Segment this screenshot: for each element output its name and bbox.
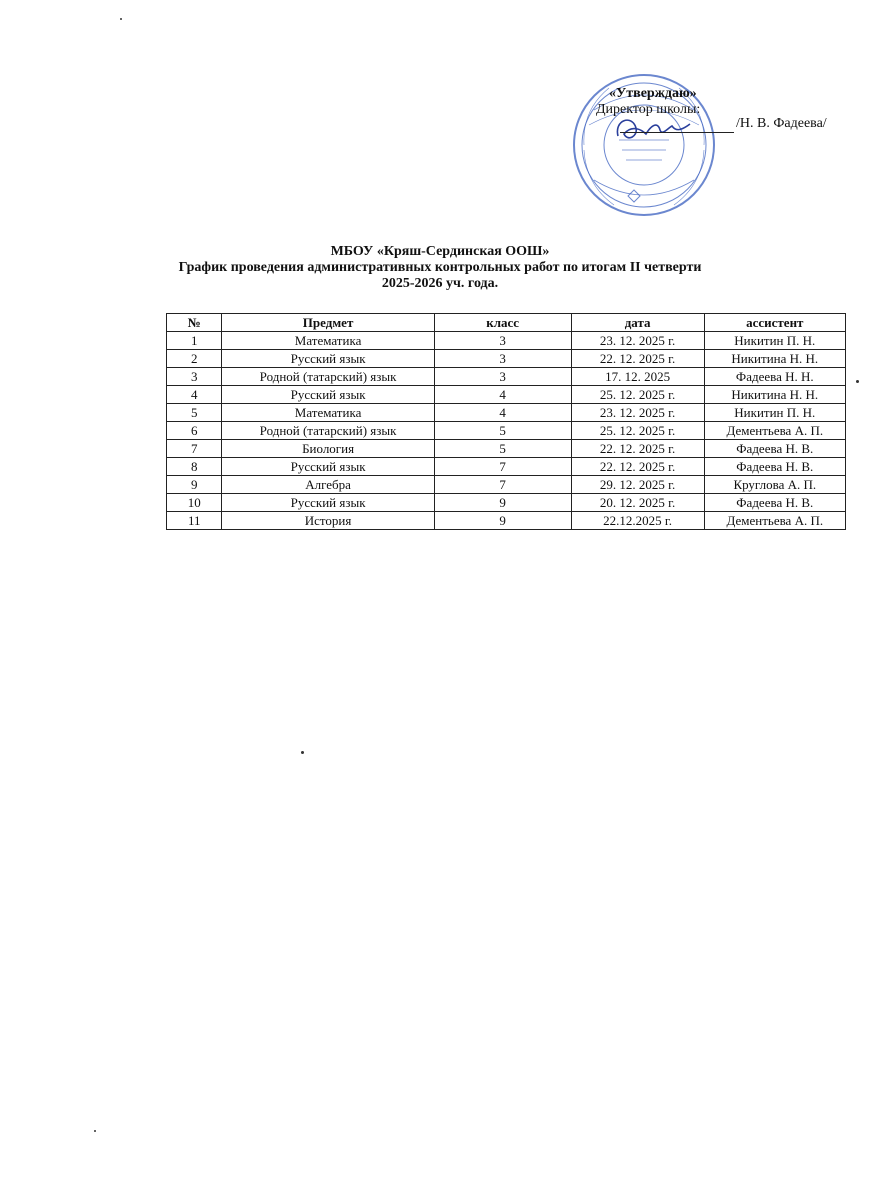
table-row	[167, 494, 846, 512]
cell-assistant: Дементьева А. П.	[704, 422, 845, 440]
table-row	[167, 476, 846, 494]
column-header-assistant: ассистент	[704, 314, 845, 332]
document-header	[160, 244, 720, 292]
cell-class: 3	[434, 332, 571, 350]
scan-speck	[856, 380, 859, 383]
cell-number: 9	[167, 476, 222, 494]
cell-subject: Алгебра	[222, 476, 434, 494]
school-year: 2025-2026 уч. года.	[381, 276, 499, 291]
cell-number: 2	[167, 350, 222, 368]
cell-assistant: Никитина Н. Н.	[704, 350, 845, 368]
table-row	[167, 458, 846, 476]
approval-name: /Н. В. Фадеева/	[736, 116, 827, 131]
cell-class: 4	[434, 386, 571, 404]
cell-class: 5	[434, 422, 571, 440]
cell-number: 5	[167, 404, 222, 422]
cell-class: 3	[434, 350, 571, 368]
cell-class: 7	[434, 458, 571, 476]
column-header-class: класс	[434, 314, 571, 332]
cell-class: 3	[434, 368, 571, 386]
cell-assistant: Фадеева Н. В.	[704, 494, 845, 512]
table-row	[167, 404, 846, 422]
cell-subject: Русский язык	[222, 494, 434, 512]
cell-date: 22. 12. 2025 г.	[571, 440, 704, 458]
document-title: График проведения административных контрольных работ по итогам II четверти	[178, 260, 702, 275]
cell-subject: Биология	[222, 440, 434, 458]
cell-subject: Русский язык	[222, 458, 434, 476]
cell-assistant: Никитин П. Н.	[704, 404, 845, 422]
column-header-subject: Предмет	[222, 314, 434, 332]
table-row	[167, 440, 846, 458]
cell-date: 25. 12. 2025 г.	[571, 386, 704, 404]
cell-subject: Русский язык	[222, 386, 434, 404]
table-row	[167, 386, 846, 404]
cell-assistant: Фадеева Н. Н.	[704, 368, 845, 386]
column-header-number: №	[167, 314, 222, 332]
cell-number: 10	[167, 494, 222, 512]
cell-number: 8	[167, 458, 222, 476]
cell-date: 20. 12. 2025 г.	[571, 494, 704, 512]
cell-date: 22.12.2025 г.	[571, 512, 704, 530]
table-row	[167, 422, 846, 440]
cell-subject: Родной (татарский) язык	[222, 368, 434, 386]
scan-speck	[94, 1130, 96, 1132]
cell-subject: Математика	[222, 332, 434, 350]
signature-line	[620, 132, 734, 133]
cell-class: 7	[434, 476, 571, 494]
cell-assistant: Никитин П. Н.	[704, 332, 845, 350]
cell-subject: История	[222, 512, 434, 530]
cell-subject: Русский язык	[222, 350, 434, 368]
cell-assistant: Фадеева Н. В.	[704, 440, 845, 458]
cell-date: 22. 12. 2025 г.	[571, 350, 704, 368]
scan-speck	[120, 18, 122, 20]
table-row	[167, 350, 846, 368]
table-row	[167, 332, 846, 350]
approval-role: Директор школы:	[596, 102, 701, 117]
cell-assistant: Никитина Н. Н.	[704, 386, 845, 404]
cell-date: 22. 12. 2025 г.	[571, 458, 704, 476]
cell-assistant: Дементьева А. П.	[704, 512, 845, 530]
scan-speck	[301, 751, 304, 754]
cell-number: 7	[167, 440, 222, 458]
cell-subject: Математика	[222, 404, 434, 422]
cell-class: 9	[434, 512, 571, 530]
cell-number: 6	[167, 422, 222, 440]
cell-date: 25. 12. 2025 г.	[571, 422, 704, 440]
cell-date: 17. 12. 2025	[571, 368, 704, 386]
cell-date: 23. 12. 2025 г.	[571, 404, 704, 422]
cell-number: 11	[167, 512, 222, 530]
table-row	[167, 512, 846, 530]
table-header-row	[167, 314, 846, 332]
approval-block	[560, 70, 860, 230]
cell-number: 3	[167, 368, 222, 386]
school-name: МБОУ «Кряш-Сердинская ООШ»	[330, 244, 550, 259]
column-header-date: дата	[571, 314, 704, 332]
approval-title: «Утверждаю»	[609, 86, 697, 101]
cell-class: 5	[434, 440, 571, 458]
schedule-table	[166, 313, 846, 530]
cell-class: 9	[434, 494, 571, 512]
cell-assistant: Круглова А. П.	[704, 476, 845, 494]
cell-subject: Родной (татарский) язык	[222, 422, 434, 440]
cell-class: 4	[434, 404, 571, 422]
cell-number: 1	[167, 332, 222, 350]
cell-date: 29. 12. 2025 г.	[571, 476, 704, 494]
cell-assistant: Фадеева Н. В.	[704, 458, 845, 476]
table-row	[167, 368, 846, 386]
cell-number: 4	[167, 386, 222, 404]
cell-date: 23. 12. 2025 г.	[571, 332, 704, 350]
